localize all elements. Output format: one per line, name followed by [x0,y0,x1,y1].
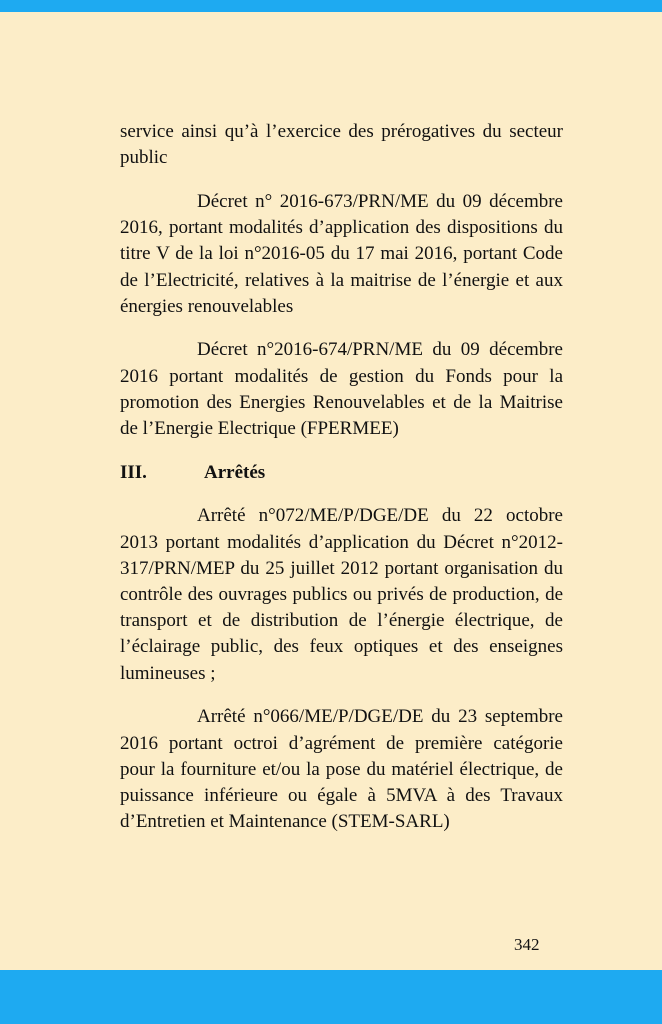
paragraph-arrete-072: Arrêté n°072/ME/P/DGE/DE du 22 octobre 2013 portant modalités d’application du Décret n°2012-317/PRN/MEP du 25 juillet 2012 portant organisation du contrôle des ouvrages publics ou privés de production, de transport et de distribution de l’énergie électrique, de l’éclairage public, des feux optiques et des enseignes lumineuses ; [120,505,563,684]
paragraph-arrete-066: Arrêté n°066/ME/P/DGE/DE du 23 septembre 2016 portant octroi d’agrément de première catégorie pour la fourniture et/ou la pose du matériel électrique, de puissance inférieure ou égale à 5MVA à des Travaux d’Entretien et Maintenance (STEM-SARL) [120,706,563,833]
top-band [0,0,662,12]
page-number: 342 [514,935,540,954]
section-number: III. [120,461,147,483]
paragraph-decret-673: Décret n° 2016-673/PRN/ME du 09 décembre 2016, portant modalités d’application des dispositions du titre V de la loi n°2016-05 du 17 mai 2016, portant Code de l’Electricité, relatives à la maitrise de l’énergie et aux énergies renouvelables [120,190,563,317]
section-heading [120,460,563,486]
paragraph-decret-674: Décret n°2016-674/PRN/ME du 09 décembre 2016 portant modalités de gestion du Fonds pour la promotion des Energies Renouvelables et de la Maitrise de l’Energie Electrique (FPERMEE) [120,339,563,440]
document-page [120,119,563,853]
section-title: Arrêtés [204,461,266,483]
bottom-band [0,970,662,1024]
paragraph-continuation: service ainsi qu’à l’exercice des prérogatives du secteur public [120,121,563,169]
